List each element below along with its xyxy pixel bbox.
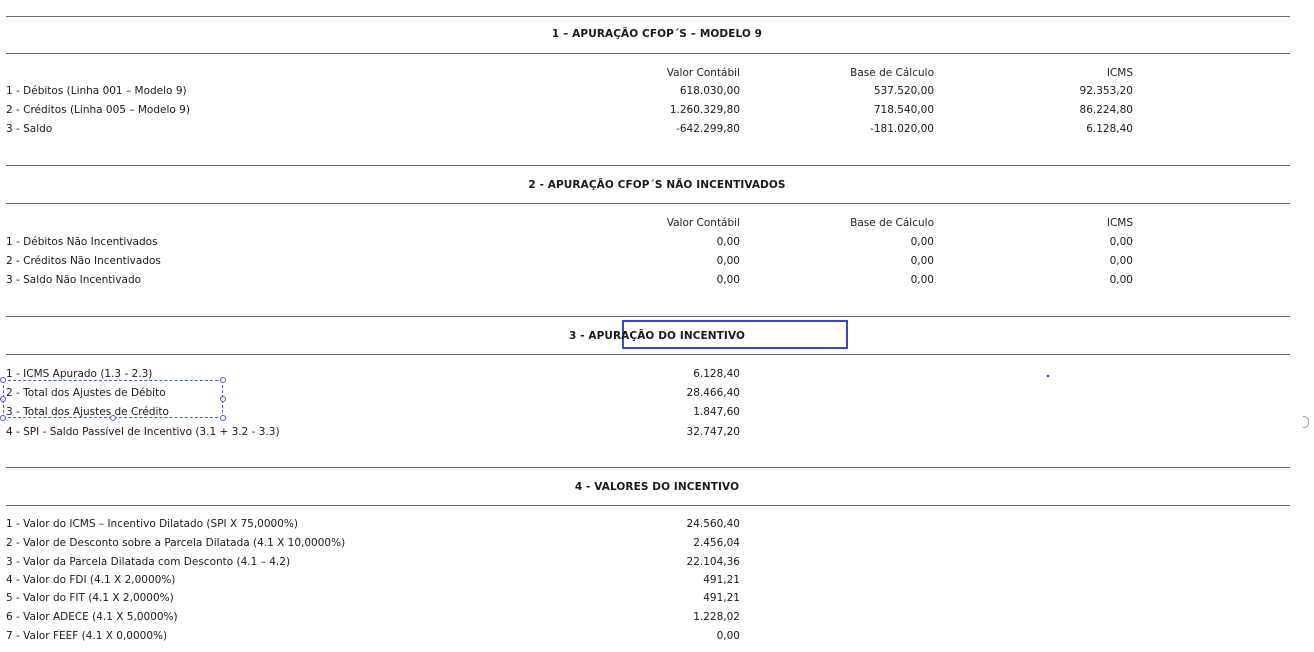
section2-row-debitos-icms: 0,00	[1109, 236, 1133, 248]
section2-title-rule	[6, 203, 1290, 204]
section1-row-saldo-label: 3 - Saldo	[6, 123, 53, 135]
section1-row-saldo-icms: 6.128,40	[1086, 123, 1133, 135]
section1-row-saldo-base-calculo: -181.020,00	[870, 123, 934, 135]
section4-row-1-label: 1 - Valor do ICMS – Incentivo Dilatado (SPI X 75,0000%)	[6, 518, 298, 530]
section1-header-valor-contabil: Valor Contábil	[666, 67, 740, 79]
section1-row-creditos-valor-contabil: 1.260.329,80	[669, 104, 740, 116]
section4-row-4-label: 4 - Valor do FDI (4.1 X 2,0000%)	[6, 574, 176, 586]
section1-row-creditos-base-calculo: 718.540,00	[873, 104, 934, 116]
section3-top-rule	[6, 316, 1290, 317]
section3-row-ajustes-debito-label: 2 - Total dos Ajustes de Débito	[6, 387, 166, 399]
section4-row-5-value: 491,21	[703, 592, 740, 604]
section4-row-2-label: 2 - Valor de Desconto sobre a Parcela Dilatada (4.1 X 10,0000%)	[6, 537, 346, 549]
section1-title-rule	[6, 53, 1290, 54]
section2-row-creditos-valor-contabil: 0,00	[716, 255, 740, 267]
section2-row-debitos-label: 1 - Débitos Não Incentivados	[6, 236, 158, 248]
section1-row-debitos-icms: 92.353,20	[1079, 85, 1133, 97]
section4-row-2-value: 2.456,04	[693, 537, 740, 549]
section1-header-base-calculo: Base de Cálculo	[850, 67, 934, 79]
section3-row-spi-value: 32.747,20	[686, 426, 740, 438]
section1-top-rule	[6, 16, 1290, 17]
selection-handle-top-right[interactable]	[220, 377, 226, 383]
section4-row-3-value: 22.104,36	[686, 556, 740, 568]
section4-title-rule	[6, 505, 1290, 506]
section4-row-1-value: 24.560,40	[686, 518, 740, 530]
section4-row-6-label: 6 - Valor ADECE (4.1 X 5,0000%)	[6, 611, 178, 623]
section2-top-rule	[6, 165, 1290, 166]
section3-row-icms-apurado-label: 1 - ICMS Apurado (1.3 - 2.3)	[6, 368, 153, 380]
section2-row-creditos-base-calculo: 0,00	[910, 255, 934, 267]
section1-row-debitos-label: 1 - Débitos (Linha 001 – Modelo 9)	[6, 85, 187, 97]
section4-row-3-label: 3 - Valor da Parcela Dilatada com Desconto (4.1 – 4.2)	[6, 556, 291, 568]
section2-header-icms: ICMS	[1106, 217, 1133, 229]
section1-row-debitos-base-calculo: 537.520,00	[873, 85, 934, 97]
section3-title-rule	[6, 354, 1290, 355]
section1-row-saldo-valor-contabil: -642.299,80	[676, 123, 740, 135]
section4-row-7-value: 0,00	[716, 630, 740, 642]
section2-row-creditos-label: 2 - Créditos Não Incentivados	[6, 255, 161, 267]
section4-top-rule	[6, 467, 1290, 468]
section2-row-saldo-label: 3 - Saldo Não Incentivado	[6, 274, 142, 286]
section2-row-debitos-base-calculo: 0,00	[910, 236, 934, 248]
section2-row-creditos-icms: 0,00	[1109, 255, 1133, 267]
section4-row-4-value: 491,21	[703, 574, 740, 586]
section3-row-spi-label: 4 - SPI - Saldo Passível de Incentivo (3.1 + 3.2 - 3.3)	[6, 426, 280, 438]
section2-row-saldo-icms: 0,00	[1109, 274, 1133, 286]
section2-row-debitos-valor-contabil: 0,00	[716, 236, 740, 248]
section4-row-5-label: 5 - Valor do FIT (4.1 X 2,0000%)	[6, 592, 174, 604]
section4-row-7-label: 7 - Valor FEEF (4.1 X 0,0000%)	[6, 630, 168, 642]
section2-header-base-calculo: Base de Cálculo	[850, 217, 934, 229]
section3-title: 3 - APURAÇÃO DO INCENTIVO	[568, 330, 746, 342]
section2-title: 2 - APURAÇÃO CFOP´S NÃO INCENTIVADOS	[528, 179, 786, 191]
edge-bracket-icon	[1303, 416, 1309, 428]
section1-row-debitos-valor-contabil: 618.030,00	[679, 85, 740, 97]
section1-row-creditos-label: 2 - Créditos (Linha 005 – Modelo 9)	[6, 104, 190, 116]
section4-row-6-value: 1.228,02	[693, 611, 740, 623]
section1-title: 1 – APURAÇÃO CFOP´S – MODELO 9	[551, 28, 763, 40]
cursor-dot	[1047, 375, 1049, 377]
section2-row-saldo-base-calculo: 0,00	[910, 274, 934, 286]
selection-handle-mid-right[interactable]	[220, 396, 226, 402]
section1-row-creditos-icms: 86.224,80	[1079, 104, 1133, 116]
selection-handle-bottom-right[interactable]	[220, 415, 226, 421]
section2-header-valor-contabil: Valor Contábil	[666, 217, 740, 229]
section3-row-ajustes-credito-label: 3 - Total dos Ajustes de Crédito	[6, 406, 169, 418]
section2-row-saldo-valor-contabil: 0,00	[716, 274, 740, 286]
section3-row-ajustes-credito-value: 1.847,60	[693, 406, 740, 418]
section1-header-icms: ICMS	[1106, 67, 1133, 79]
section3-row-icms-apurado-value: 6.128,40	[693, 368, 740, 380]
section3-row-ajustes-debito-value: 28.466,40	[686, 387, 740, 399]
section4-title: 4 - VALORES DO INCENTIVO	[574, 481, 740, 493]
